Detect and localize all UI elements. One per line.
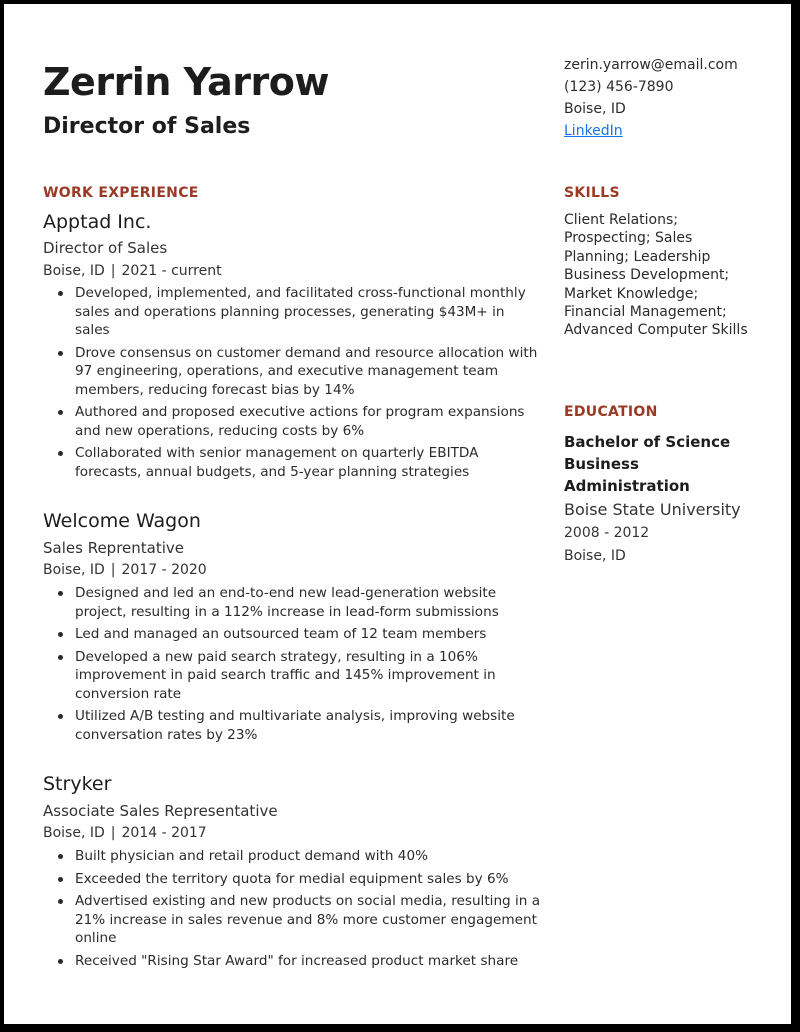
contact-location: Boise, ID [564,101,626,117]
list-item: Designed and led an end-to-end new lead-generation website project, resulting in a 112% increase in lead-form submissions [43,584,541,621]
job-title: Director of Sales [43,239,168,257]
job-company: Apptad Inc. [43,211,152,233]
list-item: Utilized A/B testing and multivariate analysis, improving website conversation rates by 23% [43,707,541,744]
contact-block [564,54,738,142]
education-location: Boise, ID [564,548,626,564]
education-dates: 2008 - 2012 [564,525,650,541]
job-location: Boise, ID [43,263,105,279]
job-bullets [43,584,541,748]
candidate-title: Director of Sales [43,114,251,139]
list-item: Advertised existing and new products on social media, resulting in a 21% increase in sales revenue and 8% more customer engagement online [43,892,541,948]
education-degree: Bachelor of Science Business Administration [564,433,731,495]
job-location: Boise, ID [43,825,105,841]
job-company: Welcome Wagon [43,510,201,532]
meta-separator: | [110,263,116,279]
meta-separator: | [110,562,116,578]
list-item: Developed, implemented, and facilitated cross-functional monthly sales and operations planning processes, generating $43M+ in sales [43,284,541,340]
job-meta [43,825,207,841]
list-item: Authored and proposed executive actions for program expansions and new operations, reducing costs by 6% [43,403,541,440]
job-title: Associate Sales Representative [43,802,278,820]
resume-page [4,4,791,1024]
list-item: Developed a new paid search strategy, resulting in a 106% improvement in paid search traffic and 145% improvement in conversion rate [43,648,541,704]
education-heading: EDUCATION [564,404,658,420]
job-meta [43,263,222,279]
skills-heading: SKILLS [564,185,620,201]
contact-email[interactable]: zerin.yarrow@email.com [564,57,738,73]
job-dates: 2021 - current [121,263,222,279]
list-item: Led and managed an outsourced team of 12 team members [43,625,541,644]
job-company: Stryker [43,773,112,795]
list-item: Collaborated with senior management on quarterly EBITDA forecasts, annual budgets, and 5-year planning strategies [43,444,541,481]
meta-separator: | [110,825,116,841]
list-item: Built physician and retail product demand with 40% [43,847,541,866]
list-item: Exceeded the territory quota for medial equipment sales by 6% [43,870,541,889]
linkedin-link[interactable]: LinkedIn [564,123,623,139]
job-location: Boise, ID [43,562,105,578]
contact-phone: (123) 456-7890 [564,79,674,95]
job-dates: 2017 - 2020 [121,562,207,578]
candidate-name: Zerrin Yarrow [43,60,329,104]
job-bullets [43,847,541,974]
education-school: Boise State University [564,500,741,519]
job-bullets [43,284,541,485]
job-meta [43,562,207,578]
job-title: Sales Reprentative [43,539,184,557]
list-item: Received "Rising Star Award" for increased product market share [43,952,541,971]
job-dates: 2014 - 2017 [121,825,207,841]
skills-list: Client Relations; Prospecting; Sales Planning; Leadership Business Development; Market Knowledge; Financial Management; Advanced Computer Skills [564,212,748,339]
list-item: Drove consensus on customer demand and resource allocation with 97 engineering, operations, and executive management team members, reducing forecast bias by 14% [43,344,541,400]
work-experience-heading: WORK EXPERIENCE [43,185,199,201]
